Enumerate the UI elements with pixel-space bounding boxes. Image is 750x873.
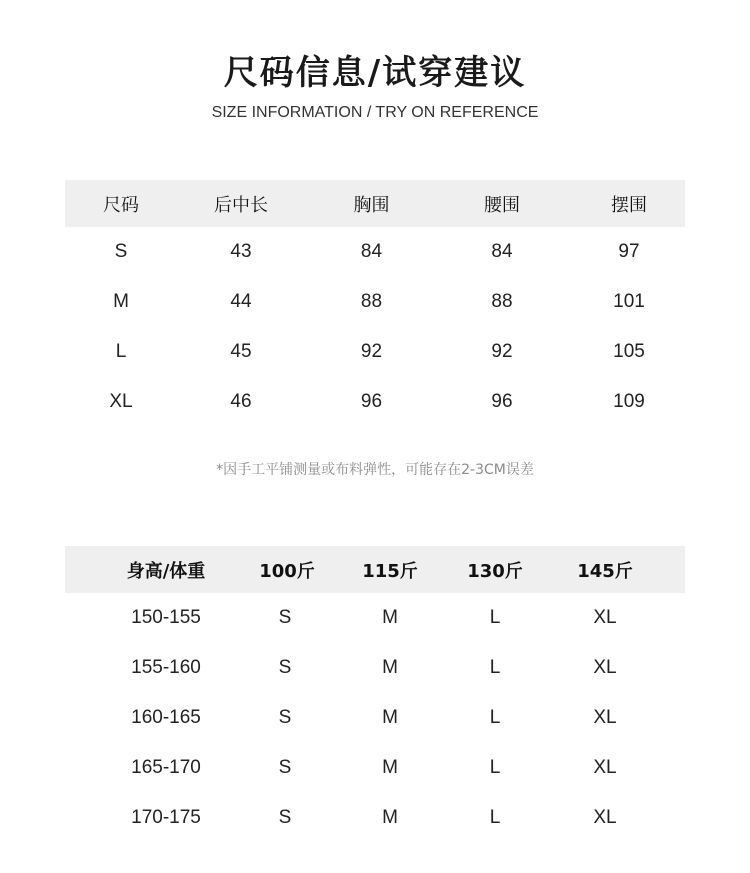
column-header-weight-100: 100斤 xyxy=(259,560,315,582)
table-cell: 44 xyxy=(230,291,252,312)
table-cell: XL xyxy=(593,707,617,728)
table-cell: XL xyxy=(593,657,617,678)
table-cell: 96 xyxy=(491,391,513,412)
table-cell: 88 xyxy=(491,291,513,312)
recommendation-table-header xyxy=(65,546,685,593)
table-cell: 96 xyxy=(360,391,383,412)
column-header-hem: 摆围 xyxy=(611,194,647,216)
table-row xyxy=(65,693,685,743)
table-cell: L xyxy=(489,807,501,828)
page-subtitle: SIZE INFORMATION / TRY ON REFERENCE xyxy=(211,104,539,121)
table-row xyxy=(65,743,685,793)
table-cell: XL xyxy=(593,607,617,628)
table-cell: 150-155 xyxy=(131,607,201,628)
table-cell: XL xyxy=(593,757,617,778)
column-header-bust: 胸围 xyxy=(353,194,390,216)
page-title: 尺码信息/试穿建议 xyxy=(223,53,527,93)
table-cell: L xyxy=(489,657,501,678)
table-cell: 170-175 xyxy=(131,807,201,828)
column-header-waist: 腰围 xyxy=(484,194,520,216)
table-row xyxy=(65,593,685,643)
table-cell: L xyxy=(489,607,501,628)
column-header-size: 尺码 xyxy=(103,194,139,216)
table-cell: XL xyxy=(593,807,617,828)
column-header-back-length: 后中长 xyxy=(214,194,268,216)
table-cell: 43 xyxy=(230,241,252,262)
table-cell: S xyxy=(278,807,292,828)
table-cell: M xyxy=(113,291,129,312)
table-cell: 84 xyxy=(360,241,383,262)
table-cell: XL xyxy=(109,391,133,412)
table-cell: L xyxy=(489,707,501,728)
table-cell: M xyxy=(382,707,398,728)
table-row xyxy=(65,277,685,327)
table-cell: 165-170 xyxy=(131,757,201,778)
size-table xyxy=(65,180,685,427)
table-cell: 101 xyxy=(613,291,645,312)
table-cell: M xyxy=(382,807,398,828)
table-cell: 160-165 xyxy=(131,707,201,728)
table-cell: S xyxy=(278,707,292,728)
column-header-weight-145: 145斤 xyxy=(577,560,633,582)
table-row xyxy=(65,327,685,377)
table-row xyxy=(65,377,685,427)
table-cell: 84 xyxy=(491,241,513,262)
table-cell: L xyxy=(489,757,501,778)
table-cell: 105 xyxy=(613,341,645,362)
recommendation-table xyxy=(65,546,685,843)
table-cell: 97 xyxy=(618,241,640,262)
table-cell: 109 xyxy=(613,391,645,412)
table-cell: S xyxy=(278,757,292,778)
size-table-header xyxy=(65,180,685,227)
table-cell: 45 xyxy=(230,341,252,362)
table-cell: S xyxy=(278,607,292,628)
table-cell: M xyxy=(382,757,398,778)
table-cell: S xyxy=(278,657,292,678)
table-row xyxy=(65,793,685,843)
table-cell: 92 xyxy=(491,341,513,362)
table-cell: M xyxy=(382,607,398,628)
table-cell: 88 xyxy=(360,291,383,312)
table-cell: 155-160 xyxy=(131,657,201,678)
table-cell: 46 xyxy=(230,391,252,412)
column-header-weight-115: 115斤 xyxy=(362,560,418,582)
measurement-note: *因手工平铺测量或布料弹性，可能存在2-3CM误差 xyxy=(216,462,534,478)
table-cell: S xyxy=(114,241,128,262)
table-cell: 92 xyxy=(360,341,383,362)
table-cell: L xyxy=(115,341,127,362)
table-row xyxy=(65,227,685,277)
table-row xyxy=(65,643,685,693)
column-header-weight-130: 130斤 xyxy=(467,560,523,582)
column-header-height-weight: 身高/体重 xyxy=(126,560,206,582)
table-cell: M xyxy=(382,657,398,678)
